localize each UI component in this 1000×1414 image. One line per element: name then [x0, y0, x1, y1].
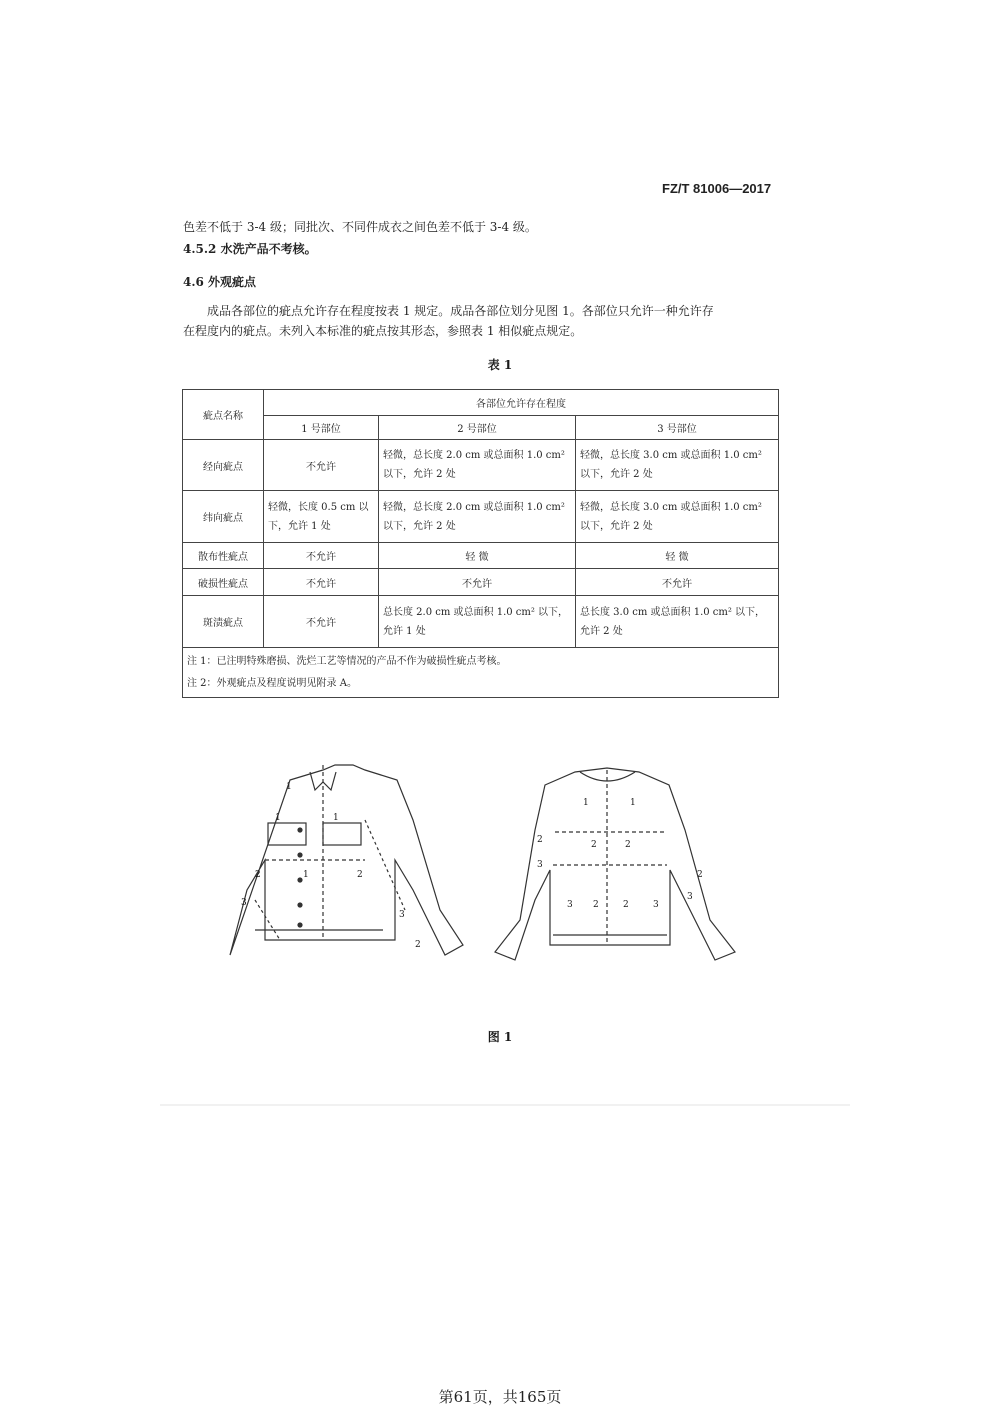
standard-code: FZ/T 81006—2017 — [662, 181, 772, 196]
header-zone-1: 1 号部位 — [264, 416, 379, 440]
zone-label: 2 — [625, 840, 631, 850]
zone-label: 2 — [415, 940, 421, 950]
row-zone-1: 不允许 — [264, 543, 379, 569]
paragraph-line-1: 成品各部位的疵点允许存在程度按表 1 规定。成品各部位划分见图 1。各部位只允许一种允许存 — [207, 304, 714, 318]
text-line-color-difference: 色差不低于 3-4 级；同批次、不同件成衣之间色差不低于 3-4 级。 — [183, 220, 537, 234]
jacket-front-drawing — [230, 765, 463, 955]
table-note-2: 注 2：外观疵点及程度说明见附录 A。 — [187, 677, 357, 689]
row-zone-2: 轻微，总长度 2.0 cm 或总面积 1.0 cm² 以下，允许 2 处 — [379, 491, 576, 543]
zone-label: 2 — [623, 900, 629, 910]
row-zone-2: 轻 微 — [379, 543, 576, 569]
table-caption: 表 1 — [487, 358, 513, 372]
row-name: 纬向疵点 — [183, 491, 264, 543]
table-row — [183, 543, 779, 569]
row-name: 破损性疵点 — [183, 569, 264, 596]
zone-label: 3 — [567, 900, 573, 910]
row-zone-1: 不允许 — [264, 440, 379, 491]
row-zone-2: 不允许 — [379, 569, 576, 596]
zone-label: 2 — [537, 835, 543, 845]
row-zone-3: 轻 微 — [576, 543, 779, 569]
table-note-1: 注 1：已注明特殊磨损、洗烂工艺等情况的产品不作为破损性疵点考核。 — [187, 655, 507, 667]
table-row — [183, 569, 779, 596]
row-zone-3: 不允许 — [576, 569, 779, 596]
defect-table — [182, 389, 779, 698]
row-name: 斑渍疵点 — [183, 596, 264, 648]
row-zone-3: 总长度 3.0 cm 或总面积 1.0 cm² 以下，允许 2 处 — [576, 596, 779, 648]
table-row — [183, 440, 779, 491]
row-name: 经向疵点 — [183, 440, 264, 491]
jacket-diagram — [215, 760, 790, 975]
table-notes — [183, 648, 779, 698]
zone-label: 1 — [303, 870, 309, 880]
zone-label: 3 — [653, 900, 659, 910]
page-divider — [160, 1104, 850, 1106]
zone-label: 1 — [333, 813, 339, 823]
row-zone-2: 总长度 2.0 cm 或总面积 1.0 cm² 以下，允许 1 处 — [379, 596, 576, 648]
row-zone-3: 轻微，总长度 3.0 cm 或总面积 1.0 cm² 以下，允许 2 处 — [576, 491, 779, 543]
section-heading-4-6: 4.6 外观疵点 — [183, 275, 257, 289]
page-number: 第61页，共165页 — [438, 1388, 562, 1406]
figure-caption: 图 1 — [487, 1030, 513, 1044]
table-row — [183, 596, 779, 648]
row-name: 散布性疵点 — [183, 543, 264, 569]
row-zone-1: 不允许 — [264, 596, 379, 648]
paragraph-line-2: 在程度内的疵点。未列入本标准的疵点按其形态，参照表 1 相似疵点规定。 — [183, 324, 583, 338]
clause-4-5-2: 4.5.2 水洗产品不考核。 — [183, 242, 317, 256]
header-defect-name: 疵点名称 — [183, 390, 264, 440]
zone-label: 2 — [593, 900, 599, 910]
zone-label: 2 — [255, 870, 261, 880]
zone-label: 3 — [687, 892, 693, 902]
zone-label: 3 — [241, 898, 247, 908]
zone-label: 1 — [286, 782, 292, 792]
jacket-back-drawing — [495, 768, 735, 960]
table-row — [183, 491, 779, 543]
row-zone-1: 轻微，长度 0.5 cm 以下，允许 1 处 — [264, 491, 379, 543]
zone-label: 2 — [591, 840, 597, 850]
row-zone-3: 轻微，总长度 3.0 cm 或总面积 1.0 cm² 以下，允许 2 处 — [576, 440, 779, 491]
zone-label: 2 — [697, 870, 703, 880]
zone-label: 1 — [275, 813, 281, 823]
zone-label: 1 — [583, 798, 589, 808]
zone-label: 3 — [537, 860, 543, 870]
zone-label: 2 — [357, 870, 363, 880]
row-zone-1: 不允许 — [264, 569, 379, 596]
zone-label: 3 — [399, 910, 405, 920]
zone-label: 1 — [630, 798, 636, 808]
header-zone-3: 3 号部位 — [576, 416, 779, 440]
header-allowance-group: 各部位允许存在程度 — [264, 390, 779, 416]
header-zone-2: 2 号部位 — [379, 416, 576, 440]
jacket-zone-figure — [215, 760, 790, 975]
row-zone-2: 轻微，总长度 2.0 cm 或总面积 1.0 cm² 以下，允许 2 处 — [379, 440, 576, 491]
